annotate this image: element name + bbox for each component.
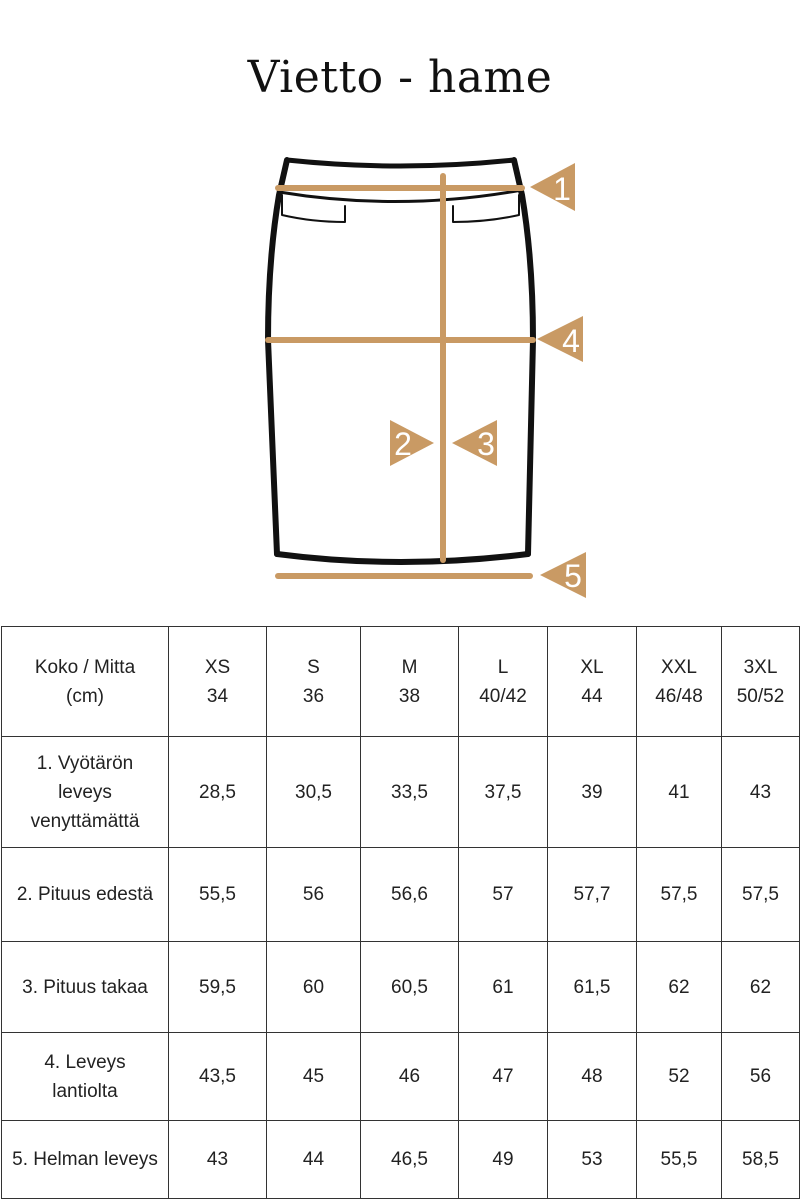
table-row (2, 942, 800, 1033)
value-cell: 56,6 (361, 848, 459, 942)
value-cell: 28,5 (169, 737, 267, 848)
size-header-m: M 38 (361, 627, 459, 737)
value-cell: 39 (548, 737, 637, 848)
marker-4 (537, 316, 583, 362)
page-title: Vietto - hame (247, 52, 553, 103)
value-cell: 30,5 (267, 737, 361, 848)
value-cell: 57,5 (722, 848, 800, 942)
value-cell: 57,7 (548, 848, 637, 942)
row-label-waist: 1. Vyötärön leveys venyttämättä (2, 737, 169, 848)
svg-text:5: 5 (564, 558, 582, 594)
value-cell: 61 (459, 942, 548, 1033)
svg-text:4: 4 (562, 323, 580, 359)
value-cell: 62 (637, 942, 722, 1033)
row-label-hem-width: 5. Helman leveys (2, 1121, 169, 1199)
skirt-measurement-diagram (0, 140, 800, 615)
marker-3 (452, 420, 497, 466)
size-header-3xl: 3XL 50/52 (722, 627, 800, 737)
value-cell: 52 (637, 1033, 722, 1121)
value-cell: 33,5 (361, 737, 459, 848)
row-label-hip-width: 4. Leveys lantiolta (2, 1033, 169, 1121)
value-cell: 59,5 (169, 942, 267, 1033)
table-row (2, 848, 800, 942)
table-row (2, 1121, 800, 1199)
value-cell: 43 (169, 1121, 267, 1199)
value-cell: 53 (548, 1121, 637, 1199)
row-label-front-length: 2. Pituus edestä (2, 848, 169, 942)
value-cell: 60,5 (361, 942, 459, 1033)
size-header-xl: XL 44 (548, 627, 637, 737)
value-cell: 47 (459, 1033, 548, 1121)
size-header-l: L 40/42 (459, 627, 548, 737)
svg-text:1: 1 (553, 171, 571, 207)
value-cell: 44 (267, 1121, 361, 1199)
marker-5 (540, 552, 586, 598)
value-cell: 55,5 (169, 848, 267, 942)
value-cell: 43 (722, 737, 800, 848)
value-cell: 62 (722, 942, 800, 1033)
svg-text:2: 2 (394, 426, 412, 462)
value-cell: 55,5 (637, 1121, 722, 1199)
value-cell: 46,5 (361, 1121, 459, 1199)
value-cell: 37,5 (459, 737, 548, 848)
value-cell: 57,5 (637, 848, 722, 942)
table-row (2, 1033, 800, 1121)
row-label-back-length: 3. Pituus takaa (2, 942, 169, 1033)
value-cell: 46 (361, 1033, 459, 1121)
marker-2 (390, 420, 434, 466)
marker-1 (530, 163, 575, 211)
value-cell: 56 (722, 1033, 800, 1121)
header-label-cell: Koko / Mitta (cm) (2, 627, 169, 737)
table-row (2, 737, 800, 848)
size-header-xxl: XXL 46/48 (637, 627, 722, 737)
measurement-lines (268, 176, 533, 576)
header-row (2, 627, 800, 737)
size-chart-table (1, 626, 800, 1199)
value-cell: 60 (267, 942, 361, 1033)
size-header-s: S 36 (267, 627, 361, 737)
value-cell: 45 (267, 1033, 361, 1121)
value-cell: 56 (267, 848, 361, 942)
value-cell: 57 (459, 848, 548, 942)
skirt-outline (268, 160, 533, 562)
value-cell: 48 (548, 1033, 637, 1121)
value-cell: 49 (459, 1121, 548, 1199)
value-cell: 58,5 (722, 1121, 800, 1199)
value-cell: 43,5 (169, 1033, 267, 1121)
svg-text:3: 3 (477, 426, 495, 462)
size-header-xs: XS 34 (169, 627, 267, 737)
value-cell: 41 (637, 737, 722, 848)
value-cell: 61,5 (548, 942, 637, 1033)
